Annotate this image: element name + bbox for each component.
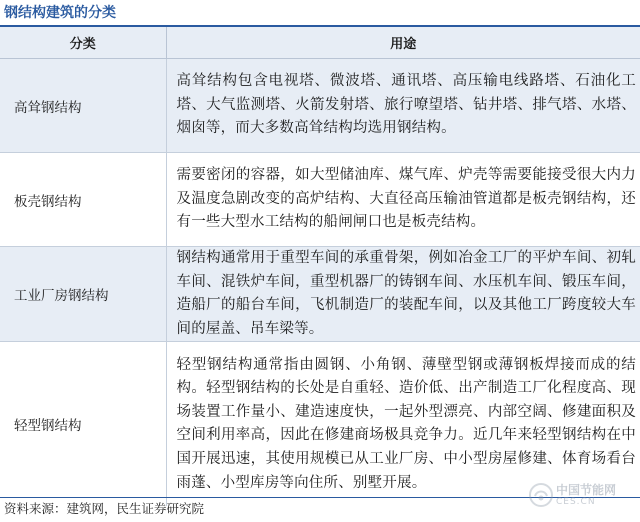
header-usage: 用途: [166, 27, 640, 59]
row-category: 高耸钢结构: [0, 59, 166, 153]
table-row: [0, 59, 640, 153]
table-row: [0, 153, 640, 247]
watermark-url: CES.CN: [556, 497, 596, 507]
row-usage: 轻型钢结构通常指由圆钢、小角钢、薄壁型钢或薄钢板焊接而成的结构。轻型钢结构的长处是自重轻、造价低、出产制造工厂化程度高、现场装置工作量小、建造速度快，一起外型漂亮、内部空阔、修建面积及空间利用率高，因此在修建商场极具竞争力。近几年来轻型钢结构在中国开展迅速，其使用规模已从工业厂房、中小型房屋修建、体育场看台雨蓬、小型库房等向住所、别墅开展。: [166, 342, 640, 507]
row-category: 工业厂房钢结构: [0, 247, 166, 342]
row-category: 板壳钢结构: [0, 153, 166, 247]
table-header-row: [0, 27, 640, 59]
watermark-logo-icon: [528, 482, 554, 508]
row-usage: 需要密闭的容器，如大型储油库、煤气库、炉壳等需要能接受很大内力及温度急剧改变的高炉结构、大直径高压输油管道都是板壳钢结构，还有一些大型水工结构的船闸闸口也是板壳结构。: [166, 153, 640, 247]
classification-table: [0, 27, 640, 506]
source-note: 资料来源：建筑网，民生证券研究院: [4, 501, 205, 516]
row-category: 轻型钢结构: [0, 342, 166, 507]
watermark-name: 中国节能网: [556, 483, 617, 497]
table-title: 钢结构建筑的分类: [4, 5, 116, 21]
table-row: [0, 247, 640, 342]
header-category: 分类: [0, 27, 166, 59]
row-usage: 高耸结构包含电视塔、微波塔、通讯塔、高压输电线路塔、石油化工塔、大气监测塔、火箭发射塔、旅行嘹望塔、钻井塔、排气塔、水塔、烟囱等，而大多数高耸结构均选用钢结构。: [166, 59, 640, 153]
row-usage: 钢结构通常用于重型车间的承重骨架，例如冶金工厂的平炉车间、初轧车间、混铁炉车间，重型机器厂的铸钢车间、水压机车间、锻压车间，造船厂的船台车间，飞机制造厂的装配车间，以及其他工厂跨度较大车间的屋盖、吊车梁等。: [166, 247, 640, 342]
